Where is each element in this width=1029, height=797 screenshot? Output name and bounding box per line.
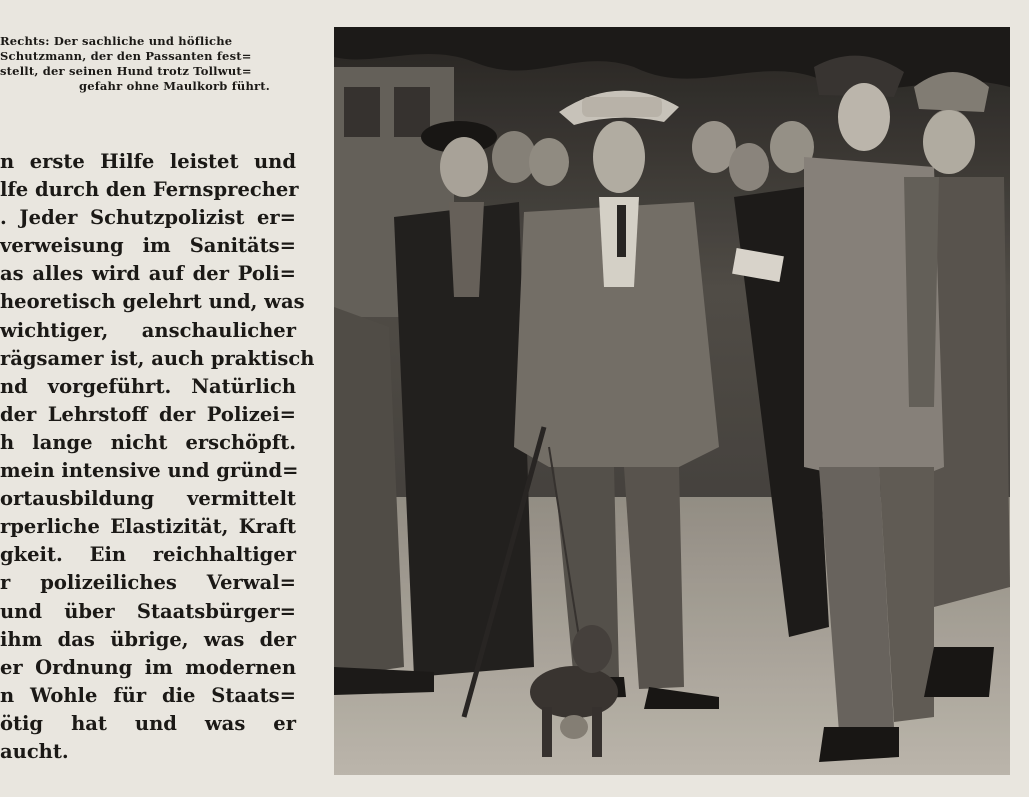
body-line: heoretisch gelehrt und, was: [0, 290, 305, 314]
body-line: n Wohle für die Staats=: [0, 683, 296, 707]
caption-line: Rechts: Der sachliche und höfliche: [0, 34, 233, 48]
body-line: gkeit. Ein reichhaltiger: [0, 543, 296, 567]
caption-line: stellt, der seinen Hund trotz Tollwut=: [0, 64, 252, 78]
halftone-overlay: [334, 27, 1010, 775]
caption-line: Schutzmann, der den Passanten fest=: [0, 49, 252, 63]
caption-line: gefahr ohne Maulkorb führt.: [79, 79, 270, 93]
body-line: nd vorgeführt. Natürlich: [0, 374, 296, 398]
body-line: ötig hat und was er: [0, 711, 296, 735]
article-body-column: [0, 148, 315, 766]
photo-illustration: [334, 27, 1010, 775]
photo-caption: [0, 34, 300, 94]
body-line: ortausbildung vermittelt: [0, 487, 296, 511]
body-line: rperliche Elastizität, Kraft: [0, 515, 296, 539]
body-line: wichtiger, anschaulicher: [0, 318, 296, 342]
body-line: aucht.: [0, 739, 69, 763]
body-line: er Ordnung im modernen: [0, 655, 296, 679]
body-line: r polizeiliches Verwal=: [0, 571, 296, 595]
body-line: der Lehrstoff der Polizei=: [0, 402, 296, 426]
body-line: ihm das übrige, was der: [0, 627, 296, 651]
body-line: n erste Hilfe leistet und: [0, 150, 296, 173]
body-line: und über Staatsbürger=: [0, 599, 296, 623]
body-line: rägsamer ist, auch praktisch: [0, 346, 315, 370]
body-line: as alles wird auf der Poli=: [0, 262, 296, 286]
body-line: h lange nicht erschöpft.: [0, 430, 296, 454]
body-line: . Jeder Schutzpolizist er=: [0, 206, 296, 230]
body-line: lfe durch den Fernsprecher: [0, 178, 299, 202]
body-line: verweisung im Sanitäts=: [0, 234, 296, 258]
halftone-photograph: [334, 27, 1010, 775]
body-line: mein intensive und gründ=: [0, 459, 299, 483]
